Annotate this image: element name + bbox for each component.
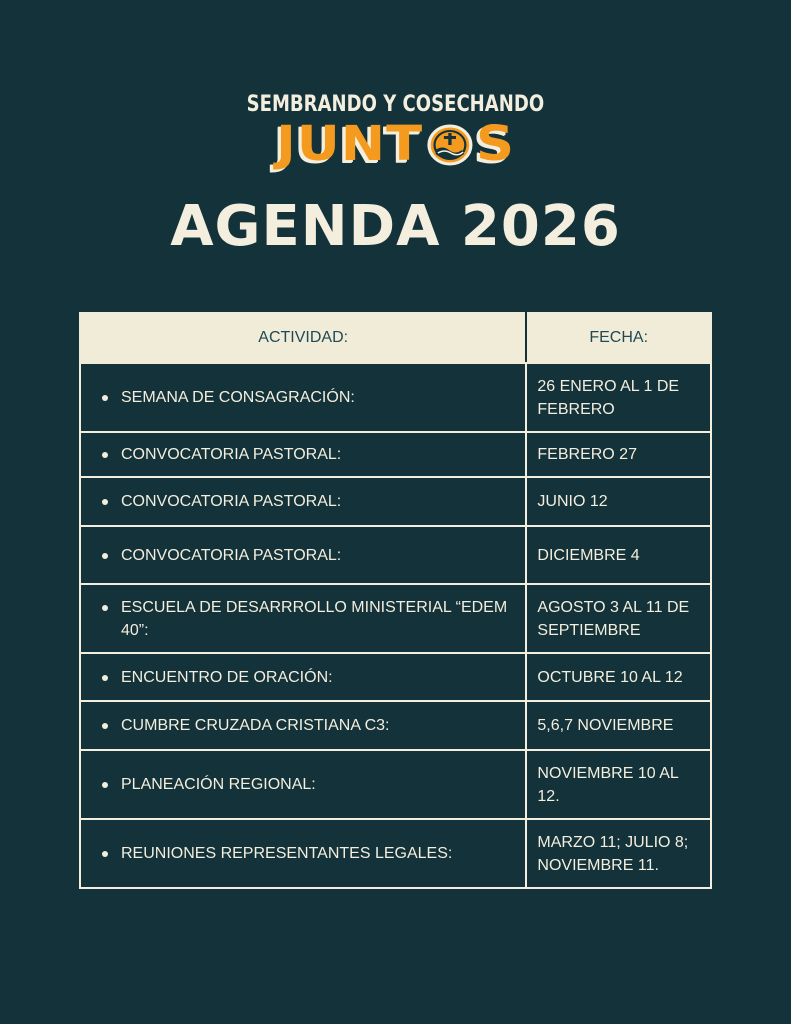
table-row bbox=[80, 477, 711, 526]
table-row bbox=[80, 750, 711, 819]
date-cell: OCTUBRE 10 AL 12 bbox=[526, 653, 711, 701]
activity-text: SEMANA DE CONSAGRACIÓN: bbox=[121, 389, 355, 406]
bullet-icon bbox=[102, 499, 108, 505]
activity-text: PLANEACIÓN REGIONAL: bbox=[121, 776, 316, 793]
activity-text: ENCUENTRO DE ORACIÓN: bbox=[121, 668, 333, 686]
activity-cell bbox=[80, 653, 526, 701]
bullet-icon bbox=[102, 851, 108, 857]
activity-cell bbox=[80, 584, 526, 653]
event-logo bbox=[0, 92, 791, 170]
logo-wordmark bbox=[276, 118, 515, 170]
bullet-icon bbox=[102, 605, 108, 611]
date-cell: MARZO 11; JULIO 8; NOVIEMBRE 11. bbox=[526, 819, 711, 888]
activity-cell bbox=[80, 432, 526, 477]
activity-text: CONVOCATORIA PASTORAL: bbox=[121, 546, 342, 564]
activity-text: ESCUELA DE DESARRROLLO MINISTERIAL “EDEM 40”: bbox=[121, 598, 508, 639]
bullet-icon bbox=[102, 395, 108, 401]
bullet-icon bbox=[102, 553, 108, 559]
agenda-table bbox=[79, 312, 712, 889]
date-column-header: FECHA: bbox=[526, 313, 711, 363]
activity-cell bbox=[80, 701, 526, 750]
date-cell: NOVIEMBRE 10 AL 12. bbox=[526, 750, 711, 819]
date-cell: AGOSTO 3 AL 11 DE SEPTIEMBRE bbox=[526, 584, 711, 653]
table-row bbox=[80, 526, 711, 584]
table-row bbox=[80, 363, 711, 432]
activity-text: CUMBRE CRUZADA CRISTIANA C3: bbox=[121, 717, 390, 734]
activity-text: REUNIONES REPRESENTANTES LEGALES: bbox=[121, 845, 453, 862]
logo-word-start: JUNT bbox=[275, 116, 424, 172]
date-cell: FEBRERO 27 bbox=[526, 432, 711, 477]
activity-text: CONVOCATORIA PASTORAL: bbox=[121, 493, 342, 510]
table-row bbox=[80, 432, 711, 477]
activity-cell bbox=[80, 363, 526, 432]
table-row bbox=[80, 701, 711, 750]
activity-cell bbox=[80, 526, 526, 584]
table-row bbox=[80, 653, 711, 701]
activity-text: CONVOCATORIA PASTORAL: bbox=[121, 446, 342, 463]
bullet-icon bbox=[102, 452, 108, 458]
date-cell: 5,6,7 NOVIEMBRE bbox=[526, 701, 711, 750]
bullet-icon bbox=[102, 782, 108, 788]
activity-column-header: ACTIVIDAD: bbox=[80, 313, 526, 363]
activity-cell bbox=[80, 819, 526, 888]
bullet-icon bbox=[102, 675, 108, 681]
activity-cell bbox=[80, 477, 526, 526]
bullet-icon bbox=[102, 723, 108, 729]
cross-wave-emblem-icon bbox=[424, 121, 475, 167]
date-cell: DICIEMBRE 4 bbox=[526, 526, 711, 584]
logo-word-end: S bbox=[475, 116, 516, 172]
activity-cell bbox=[80, 750, 526, 819]
logo-tagline: SEMBRANDO Y COSECHANDO bbox=[246, 92, 545, 117]
table-header-row bbox=[80, 313, 711, 363]
date-cell: 26 ENERO AL 1 DE FEBRERO bbox=[526, 363, 711, 432]
table-row bbox=[80, 819, 711, 888]
date-cell: JUNIO 12 bbox=[526, 477, 711, 526]
page-title: AGENDA 2026 bbox=[170, 194, 621, 259]
table-row bbox=[80, 584, 711, 653]
